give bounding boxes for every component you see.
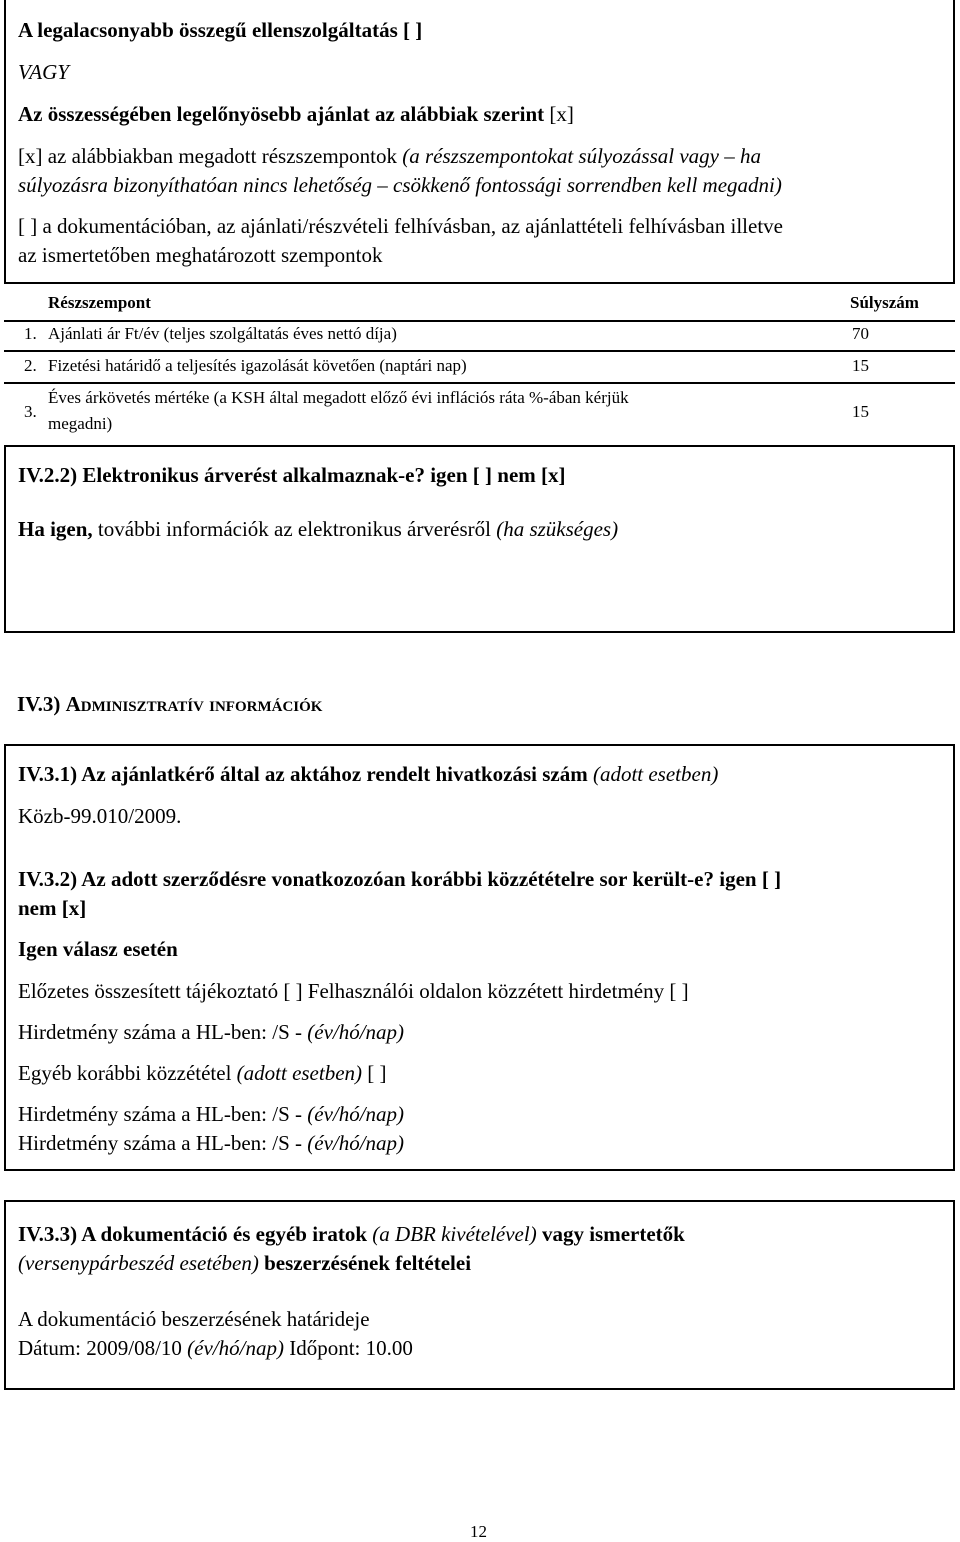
docs-heading-cont: (versenypárbeszéd esetében) beszerzésének feltételei xyxy=(18,1251,472,1275)
auction-box xyxy=(4,445,955,633)
row-1-weight: 70 xyxy=(852,324,869,343)
ref-number-label: IV.3.1) Az ajánlatkérő által az aktához rendelt hivatkozási szám (adott esetben) xyxy=(18,762,719,786)
deadline-label: A dokumentáció beszerzésének határideje xyxy=(18,1307,370,1331)
row-3-text-cont: megadni) xyxy=(48,414,113,433)
notice-number-1: Hirdetmény száma a HL-ben: /S - (év/hó/nap) xyxy=(18,1020,405,1044)
other-publication: Egyéb korábbi közzététel (adott esetben) [ ] xyxy=(18,1061,387,1085)
prelim-notice: Előzetes összesített tájékoztató [ ] Felhasználói oldalon közzétett hirdetmény [ ] xyxy=(18,979,689,1003)
header-weight: Súlyszám xyxy=(850,293,919,312)
row-2-num: 2. xyxy=(24,356,37,375)
most-advantageous-option: Az összességében legelőnyösebb ajánlat az alábbiak szerint [x] xyxy=(18,102,574,126)
row-1-num: 1. xyxy=(24,324,37,343)
admin-box xyxy=(4,744,955,1171)
or-separator: VAGY xyxy=(18,60,69,84)
admin-heading: IV.3) Adminisztratív információk xyxy=(17,692,323,716)
deadline-date: Dátum: 2009/08/10 (év/hó/nap) Időpont: 10.00 xyxy=(18,1336,413,1360)
prev-pub-question: IV.3.2) Az adott szerződésre vonatkozozóan korábbi közzétételre sor került-e? igen [ ] xyxy=(18,867,782,891)
notice-number-3: Hirdetmény száma a HL-ben: /S - (év/hó/nap) xyxy=(18,1131,405,1155)
row-3-num: 3. xyxy=(24,402,37,421)
ref-number-value: Közb-99.010/2009. xyxy=(18,804,182,828)
docs-criteria-option: [ ] a dokumentációban, az ajánlati/részvételi felhívásban, az ajánlattételi felhívásban illetve xyxy=(18,214,783,238)
award-criteria-box xyxy=(4,0,955,284)
row-1-text: Ajánlati ár Ft/év (teljes szolgáltatás éves nettó díja) xyxy=(48,324,397,343)
if-yes-answer: Igen válasz esetén xyxy=(18,937,178,961)
row-3-text: Éves árkövetés mértéke (a KSH által megadott előző évi inflációs ráta %-ában kérjük xyxy=(48,388,629,407)
prev-pub-question-cont: nem [x] xyxy=(18,896,87,920)
subcriteria-option: [x] az alábbiakban megadott részszempontok (a részszempontokat súlyozással vagy – ha xyxy=(18,144,761,168)
page-number: 12 xyxy=(470,1522,487,1541)
subcriteria-note: súlyozásra bizonyíthatóan nincs lehetőség – csökkenő fontossági sorrendben kell megadni) xyxy=(18,173,782,197)
notice-number-2: Hirdetmény száma a HL-ben: /S - (év/hó/nap) xyxy=(18,1102,405,1126)
row-2-weight: 15 xyxy=(852,356,869,375)
row-3-weight: 15 xyxy=(852,402,869,421)
row-2-text: Fizetési határidő a teljesítés igazolását követően (naptári nap) xyxy=(48,356,467,375)
auction-if-yes: Ha igen, további információk az elektronikus árverésről (ha szükséges) xyxy=(18,517,619,541)
docs-heading: IV.3.3) A dokumentáció és egyéb iratok (a DBR kivételével) vagy ismertetők xyxy=(18,1222,685,1246)
lowest-price-option: A legalacsonyabb összegű ellenszolgáltatás [ ] xyxy=(18,18,423,42)
criteria-table xyxy=(4,282,955,445)
auction-question: IV.2.2) Elektronikus árverést alkalmaznak-e? igen [ ] nem [x] xyxy=(18,463,566,487)
header-criterion: Részszempont xyxy=(48,293,151,312)
documentation-box xyxy=(4,1200,955,1390)
docs-criteria-option-cont: az ismertetőben meghatározott szempontok xyxy=(18,243,383,267)
